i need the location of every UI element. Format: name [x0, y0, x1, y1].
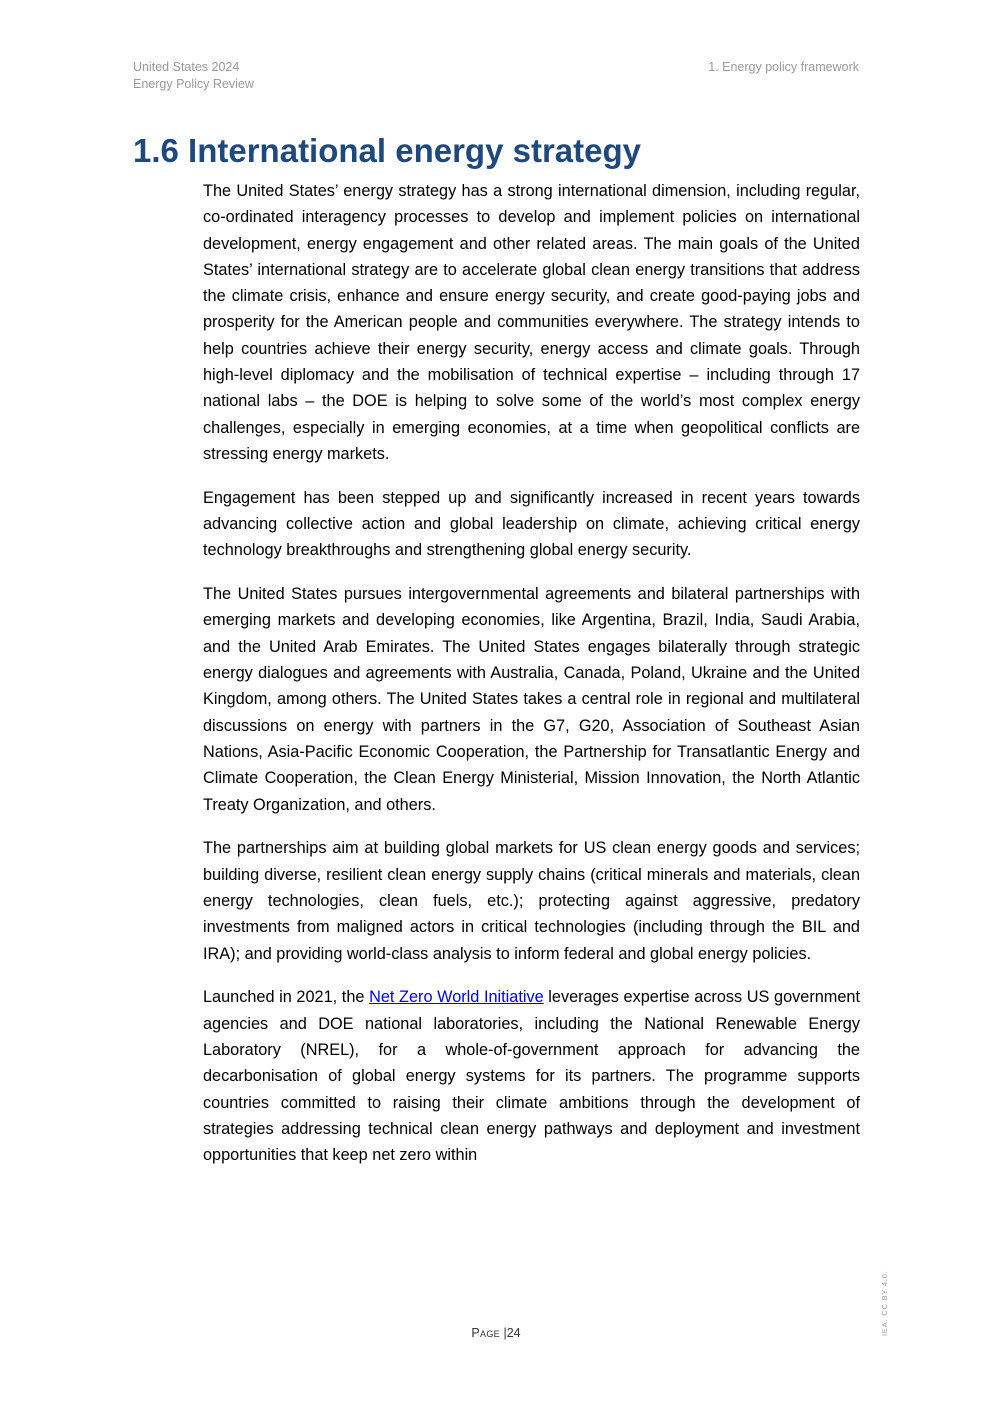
paragraph-1: The United States’ energy strategy has a strong international dimension, including regular, co-ordinated interagency processes to develop and implement policies on international development, energy engagement and other related areas. The main goals of the United States’ international strategy are to accelerate global clean energy transitions that address the climate crisis, enhance and ensure energy security, and create good-paying jobs and prosperity for the American people and communities everywhere. The strategy intends to help countries achieve their energy security, energy access and climate goals. Through high-level diplomacy and the mobilisation of technical expertise – including through 17 national labs – the DOE is helping to solve some of the world’s most complex energy challenges, especially in emerging economies, at a time when geopolitical conflicts are stressing energy markets. — [203, 182, 860, 463]
running-header-chapter: 1. Energy policy framework — [708, 60, 859, 74]
running-header-document-title — [133, 59, 254, 93]
license-note: IEA. CC BY 4.0. — [880, 1270, 889, 1336]
header-title-line-1: United States 2024 — [133, 60, 240, 74]
section-heading: 1.6 International energy strategy — [133, 132, 642, 169]
paragraph-5-rest: leverages expertise across US government agencies and DOE national laboratories, including the National Renewable Energy Laboratory (NREL), for a whole-of-government approach for advancing the decarbonisation of global energy systems for its partners. The programme supports countries committed to raising their climate ambitions through the development of strategies addressing technical clean energy pathways and deployment and investment opportunities that keep net zero within — [203, 988, 860, 1165]
page-footer — [0, 1326, 992, 1340]
page-number: 24 — [506, 1326, 521, 1340]
paragraph-5 — [203, 984, 860, 1168]
net-zero-world-initiative-link[interactable]: Net Zero World Initiative — [369, 988, 544, 1007]
paragraph-2: Engagement has been stepped up and significantly increased in recent years towards advancing collective action and global leadership on climate, achieving critical energy technology breakthroughs and strengthening global energy security. — [203, 488, 860, 560]
paragraph-3: The United States pursues intergovernmental agreements and bilateral partnerships with emerging markets and developing economies, like Argentina, Brazil, India, Saudi Arabia, and the United Arab Emirates. The United States engages bilaterally through strategic energy dialogues and agreements with Australia, Canada, Poland, Ukraine and the United Kingdom, among others. The United States takes a central role in regional and multilateral discussions on energy with partners in the G7, G20, Association of Southeast Asian Nations, Asia-Pacific Economic Cooperation, the Partnership for Transatlantic Energy and Climate Cooperation, the Clean Energy Ministerial, Mission Innovation, the North Atlantic Treaty Organization, and others. — [203, 585, 860, 814]
page-label: Page — [471, 1326, 500, 1340]
header-title-line-2: Energy Policy Review — [133, 77, 254, 91]
page-separator: | — [503, 1326, 507, 1340]
body-text — [203, 178, 860, 1186]
paragraph-5-lead: Launched in 2021, the — [203, 988, 370, 1007]
paragraph-4: The partnerships aim at building global markets for US clean energy goods and services; building diverse, resilient clean energy supply chains (critical minerals and materials, clean energy technologies, clean fuels, etc.); protecting against aggressive, predatory investments from maligned actors in critical technologies (including through the BIL and IRA); and providing world-class analysis to inform federal and global energy policies. — [203, 839, 860, 963]
